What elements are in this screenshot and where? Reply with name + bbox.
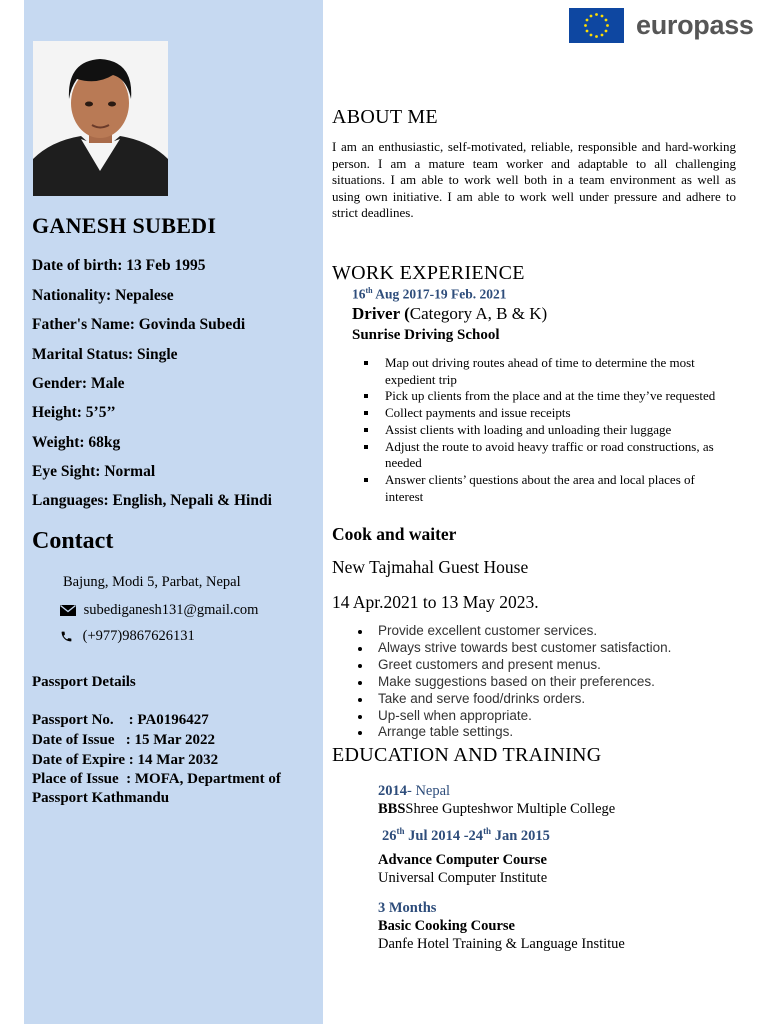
job1-title: Driver (Category A, B & K) [352, 304, 548, 323]
edu1-degree: BBSShree Gupteshwor Multiple College [378, 801, 616, 817]
height: Height: 5’5’’ [32, 404, 116, 421]
list-item: Map out driving routes ahead of time to determine the most expedient trip [360, 355, 730, 388]
job2-company: New Tajmahal Guest House [332, 557, 529, 577]
marital-status: Marital Status: Single [32, 346, 178, 363]
edu3-school: Danfe Hotel Training & Language Institue [378, 936, 625, 952]
job1-duties [360, 355, 730, 505]
weight: Weight: 68kg [32, 434, 121, 451]
contact-email-row [60, 602, 258, 619]
edu2-dates: 26th Jul 2014 -24th Jan 2015 [382, 826, 550, 844]
job1-dates: 16th Aug 2017-19 Feb. 2021 [352, 286, 507, 302]
list-item: Always strive towards best customer satisfaction. [358, 640, 671, 657]
europass-logo [569, 8, 754, 43]
list-item: Greet customers and present menus. [358, 657, 671, 674]
list-item: Adjust the route to avoid heavy traffic or road constructions, as needed [360, 439, 730, 472]
edu1-year: 2014- Nepal [378, 783, 451, 799]
edu2-school: Universal Computer Institute [378, 870, 548, 886]
passport-number: Passport No. : PA0196427 [32, 712, 209, 728]
europass-wordmark: europass [636, 10, 754, 40]
contact-heading: Contact [32, 528, 114, 554]
list-item: Answer clients’ questions about the area and local places of interest [360, 472, 730, 505]
edu2-course: Advance Computer Course [378, 852, 547, 868]
list-item: Pick up clients from the place and at the time they’ve requested [360, 388, 730, 405]
contact-email[interactable]: subediganesh131@gmail.com [83, 602, 259, 618]
passport-place-continued: Passport Kathmandu [32, 790, 170, 806]
work-heading: WORK EXPERIENCE [332, 262, 525, 284]
eu-flag-icon [569, 8, 624, 43]
edu3-course: Basic Cooking Course [378, 918, 515, 934]
list-item: Collect payments and issue receipts [360, 405, 730, 422]
passport-issue-date: Date of Issue : 15 Mar 2022 [32, 732, 216, 748]
edu3-duration: 3 Months [378, 900, 437, 916]
education-heading: EDUCATION AND TRAINING [332, 744, 602, 766]
contact-address: Bajung, Modi 5, Parbat, Nepal [63, 574, 241, 590]
list-item: Provide excellent customer services. [358, 623, 671, 640]
nationality: Nationality: Nepalese [32, 287, 174, 304]
contact-phone[interactable]: (+977)9867626131 [82, 628, 195, 644]
fathers-name: Father's Name: Govinda Subedi [32, 316, 246, 333]
passport-place-of-issue: Place of Issue : MOFA, Department of [32, 771, 281, 787]
list-item: Assist clients with loading and unloading their luggage [360, 422, 730, 439]
passport-expiry-date: Date of Expire : 14 Mar 2032 [32, 752, 219, 768]
passport-heading: Passport Details [32, 674, 136, 690]
date-of-birth: Date of birth: 13 Feb 1995 [32, 257, 206, 274]
envelope-icon [60, 602, 76, 618]
job2-title: Cook and waiter [332, 524, 457, 544]
list-item: Take and serve food/drinks orders. [358, 691, 671, 708]
list-item: Up-sell when appropriate. [358, 708, 671, 725]
about-text: I am an enthusiastic, self-motivated, reliable, responsible and hard-working person. I am a mature team worker and adaptable to all challenging situations. I am able to work well both in a team environment as well as using own initiative. I am able to work well under pressure and adhere to strict deadlines. [332, 139, 736, 221]
phone-icon [60, 628, 73, 644]
gender: Gender: Male [32, 375, 125, 392]
languages: Languages: English, Nepali & Hindi [32, 492, 272, 509]
job1-company: Sunrise Driving School [352, 327, 500, 343]
list-item: Arrange table settings. [358, 724, 671, 741]
eye-sight: Eye Sight: Normal [32, 463, 156, 480]
candidate-name: GANESH SUBEDI [32, 213, 217, 238]
about-heading: ABOUT ME [332, 106, 438, 128]
contact-phone-row [60, 628, 195, 645]
job2-duties [358, 623, 671, 741]
profile-photo [33, 41, 168, 196]
job2-dates: 14 Apr.2021 to 13 May 2023. [332, 592, 539, 612]
list-item: Make suggestions based on their preferences. [358, 674, 671, 691]
